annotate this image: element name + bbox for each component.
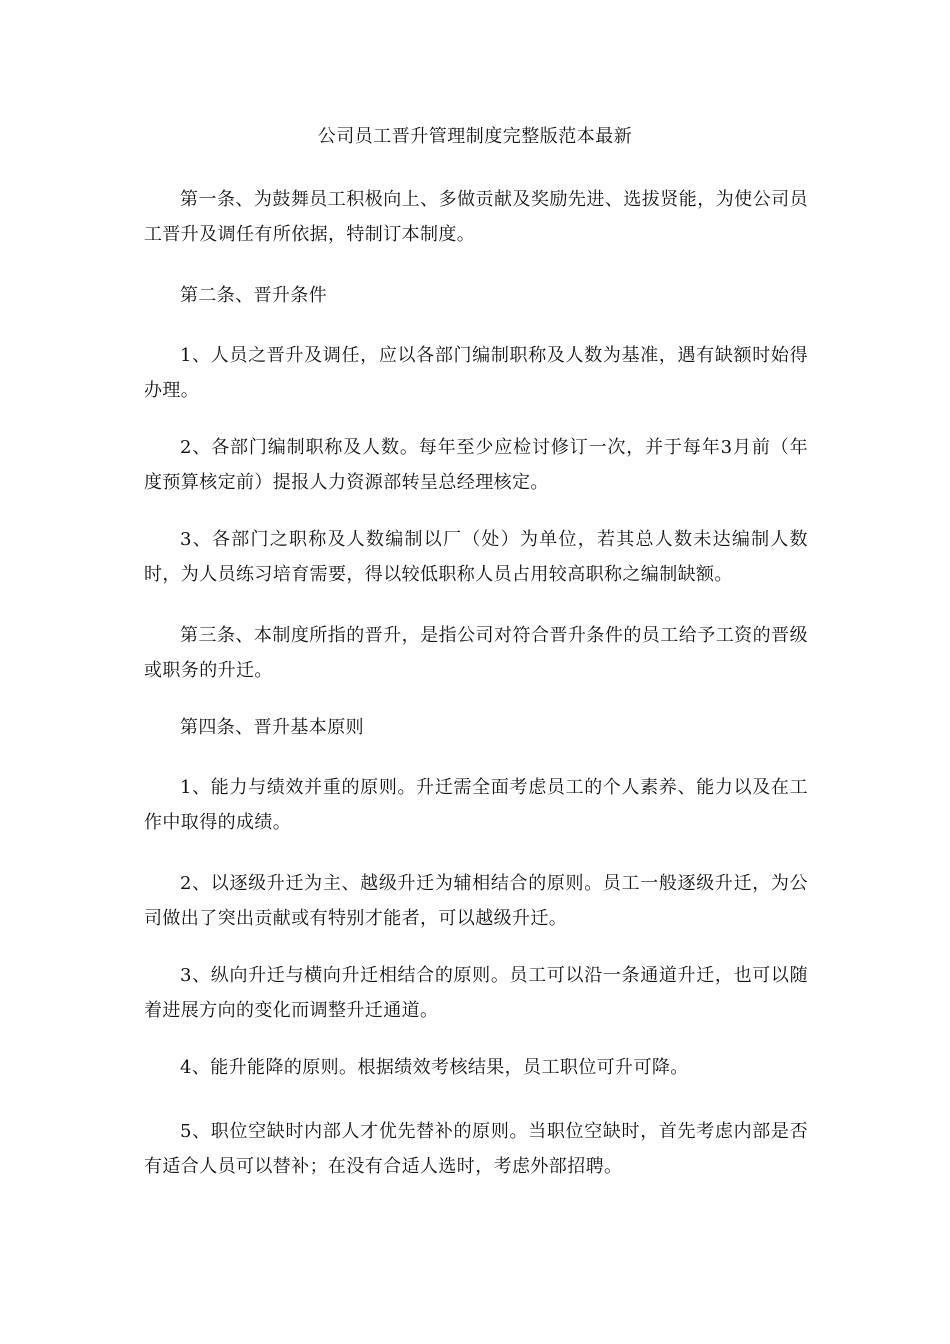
paragraph-item: 2、以逐级升迁为主、越级升迁为辅相结合的原则。员工一般逐级升迁，为公司做出了突出贡献或有特别才能者，可以越级升迁。 bbox=[144, 873, 808, 929]
paragraph-article-3: 第三条、本制度所指的晋升，是指公司对符合晋升条件的员工给予工资的晋级或职务的升迁。 bbox=[144, 625, 808, 681]
paragraph-item: 1、能力与绩效并重的原则。升迁需全面考虑员工的个人素养、能力以及在工作中取得的成绩。 bbox=[144, 777, 808, 833]
heading-article-2: 第二条、晋升条件 bbox=[180, 285, 328, 306]
paragraph-item: 1、人员之晋升及调任，应以各部门编制职称及人数为基准，遇有缺额时始得办理。 bbox=[144, 345, 808, 401]
document-title: 公司员工晋升管理制度完整版范本最新 bbox=[317, 126, 633, 147]
paragraph-item: 3、纵向升迁与横向升迁相结合的原则。员工可以沿一条通道升迁，也可以随着进展方向的变化而调整升迁通道。 bbox=[144, 965, 808, 1021]
paragraph-item: 2、各部门编制职称及人数。每年至少应检讨修订一次，并于每年3月前（年度预算核定前）提报人力资源部转呈总经理核定。 bbox=[144, 437, 808, 493]
paragraph-item: 3、各部门之职称及人数编制以厂（处）为单位，若其总人数未达编制人数时，为人员练习培育需要，得以较低职称人员占用较高职称之编制缺额。 bbox=[144, 529, 808, 585]
paragraph-item: 4、能升能降的原则。根据绩效考核结果，员工职位可升可降。 bbox=[180, 1057, 689, 1078]
heading-article-4: 第四条、晋升基本原则 bbox=[180, 717, 364, 738]
paragraph-article-1: 第一条、为鼓舞员工积极向上、多做贡献及奖励先进、选拔贤能，为使公司员工晋升及调任有所依据，特制订本制度。 bbox=[144, 189, 808, 245]
paragraph-item: 5、职位空缺时内部人才优先替补的原则。当职位空缺时，首先考虑内部是否有适合人员可以替补；在没有合适人选时，考虑外部招聘。 bbox=[144, 1121, 808, 1177]
